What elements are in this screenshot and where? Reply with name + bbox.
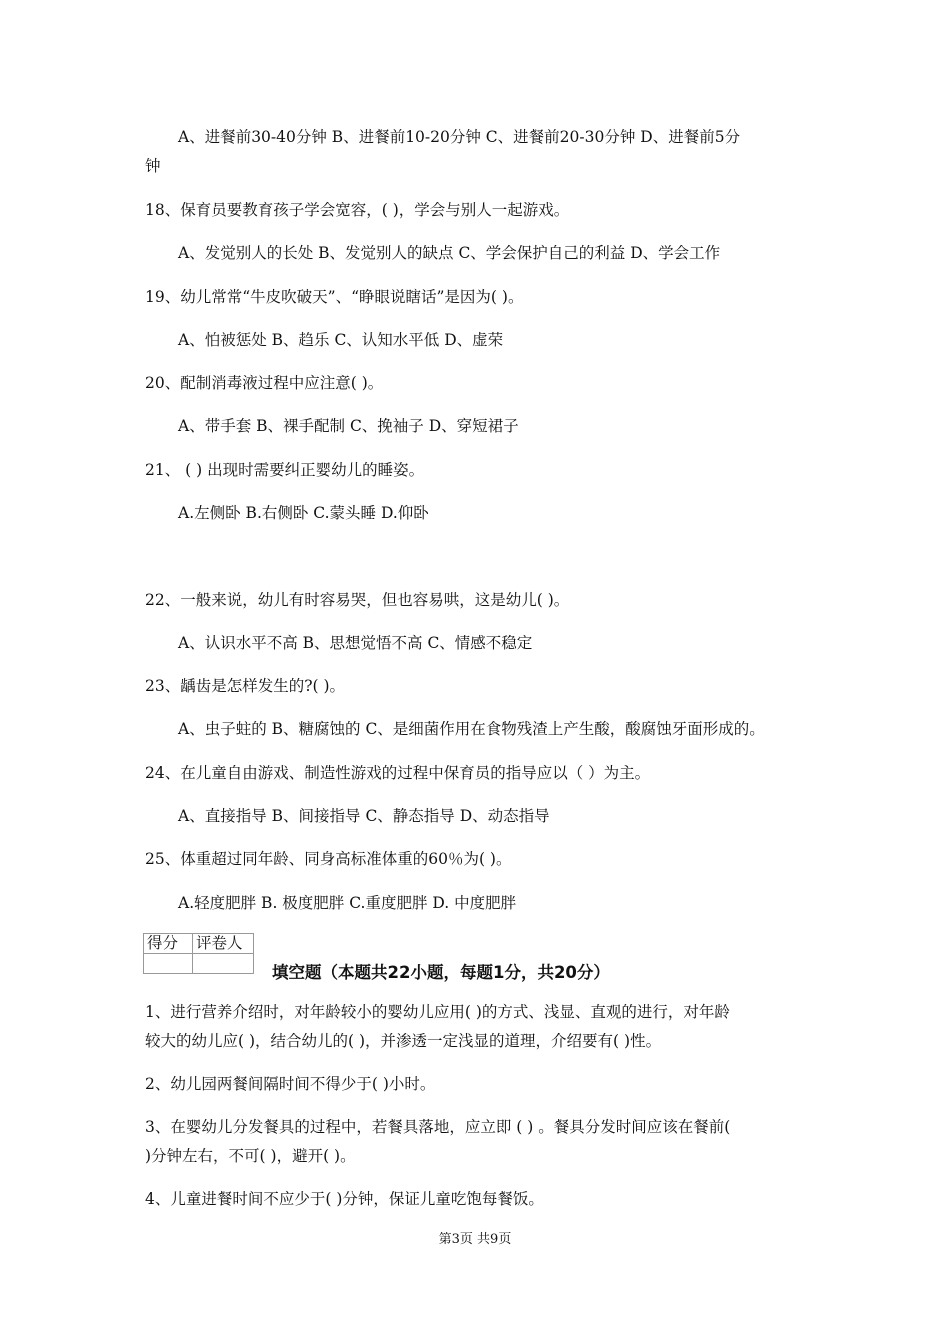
fill-3-line-1: 3、在婴幼儿分发餐具的过程中，若餐具落地，应立即 ( ) 。餐具分发时间应该在餐前(	[145, 1118, 731, 1136]
fill-4: 4、儿童进餐时间不应少于( )分钟，保证儿童吃饱每餐饭。	[145, 1190, 544, 1208]
q22-options: A、认识水平不高 B、思想觉悟不高 C、情感不稳定	[178, 634, 533, 652]
q25-options: A.轻度肥胖 B. 极度肥胖 C.重度肥胖 D. 中度肥胖	[178, 894, 517, 912]
q21-options: A.左侧卧 B.右侧卧 C.蒙头睡 D.仰卧	[178, 504, 429, 522]
page-footer: 第3页 共9页	[438, 1232, 512, 1247]
grader-cell[interactable]	[193, 954, 254, 974]
q20-options: A、带手套 B、裸手配制 C、挽袖子 D、穿短裙子	[178, 417, 519, 435]
fill-3-line-2: )分钟左右，不可( )，避开( )。	[145, 1147, 356, 1165]
q24-options: A、直接指导 B、间接指导 C、静态指导 D、动态指导	[178, 807, 550, 825]
question-23: 23、龋齿是怎样发生的?( )。	[145, 677, 346, 695]
question-22: 22、一般来说，幼儿有时容易哭，但也容易哄，这是幼儿( )。	[145, 591, 570, 609]
section-title: 填空题（本题共22小题，每题1分，共20分）	[272, 963, 610, 982]
fill-1-line-1: 1、进行营养介绍时，对年龄较小的婴幼儿应用( )的方式、浅显、直观的进行，对年龄	[145, 1003, 730, 1021]
fill-1-line-2: 较大的幼儿应( )，结合幼儿的( )，并渗透一定浅显的道理，介绍要有( )性。	[145, 1032, 662, 1050]
score-box	[143, 933, 254, 974]
score-cell[interactable]	[144, 954, 193, 974]
question-21: 21、 ( ) 出现时需要纠正婴幼儿的睡姿。	[145, 461, 425, 479]
question-18: 18、保育员要教育孩子学会宽容，( )，学会与别人一起游戏。	[145, 201, 570, 219]
q19-options: A、怕被惩处 B、趋乐 C、认知水平低 D、虚荣	[178, 331, 504, 349]
q17-options: A、进餐前30-40分钟 B、进餐前10-20分钟 C、进餐前20-30分钟 D、进餐前5分	[178, 128, 741, 146]
q23-options: A、虫子蛀的 B、糖腐蚀的 C、是细菌作用在食物残渣上产生酸，酸腐蚀牙面形成的。	[178, 720, 765, 738]
question-24: 24、在儿童自由游戏、制造性游戏的过程中保育员的指导应以（ ）为主。	[145, 764, 651, 782]
q17-options-wrap: 钟	[145, 157, 161, 175]
score-label: 得分	[144, 934, 193, 954]
question-25: 25、体重超过同年龄、同身高标准体重的60％为( )。	[145, 850, 512, 868]
q18-options: A、发觉别人的长处 B、发觉别人的缺点 C、学会保护自己的利益 D、学会工作	[178, 244, 721, 262]
question-19: 19、幼儿常常“牛皮吹破天”、“睁眼说瞎话”是因为( )。	[145, 288, 524, 306]
grader-label: 评卷人	[193, 934, 254, 954]
question-20: 20、配制消毒液过程中应注意( )。	[145, 374, 384, 392]
fill-2: 2、幼儿园两餐间隔时间不得少于( )小时。	[145, 1075, 436, 1093]
